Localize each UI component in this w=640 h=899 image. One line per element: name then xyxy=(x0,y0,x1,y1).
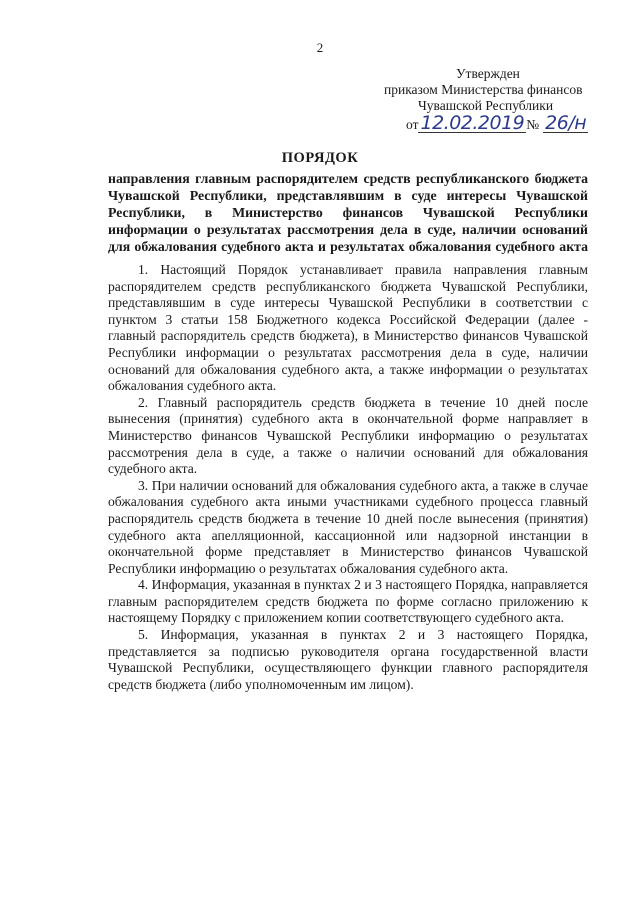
document-subtitle: направления главным распорядителем средств республиканского бюджета Чувашской Республики, представлявшим в суде интересы Чувашской Республики, в Министерство финансов Чувашской Республики информации о результатах рассмотрения дела в суде, наличии оснований для обжалования судебного акта и результатах обжалования судебного акта xyxy=(108,171,588,254)
document-title: ПОРЯДОК xyxy=(281,150,359,166)
date-prefix-label: от xyxy=(406,117,419,132)
paragraph-5: 5. Информация, указанная в пунктах 2 и 3 настоящего Порядка, представляется за подписью руководителя органа государственной власти Чувашской Республики, осуществляющего функции главного распорядителя средств бюджета (либо уполномоченным им лицом). xyxy=(108,627,588,692)
approval-line-republic: Чувашской Республики xyxy=(418,98,554,113)
handwritten-date: 12.02.2019 xyxy=(420,112,525,134)
paragraph-1: 1. Настоящий Порядок устанавливает правила направления главным распорядителем средств республиканского бюджета Чувашской Республики, представлявшим в суде интересы Чувашской Республики в соответствии с пунктом 3 статьи 158 Бюджетного кодекса Российской Федерации (далее - главный распорядитель средств бюджета), в Министерство финансов Чувашской Республики информации о результатах рассмотрения дела в суде, наличии оснований для обжалования судебного акта, а также информации о результатах обжалования судебного акта. xyxy=(108,262,588,394)
paragraph-3: 3. При наличии оснований для обжалования судебного акта, а также в случае обжалования судебного акта иными участниками судебного процесса главный распорядитель средств бюджета в течение 10 дней после вынесения (принятия) судебного акта апелляционной, кассационной или надзорной инстанции в окончательной форме представляет в Министерство финансов Чувашской Республики информацию о результатах обжалования судебного акта. xyxy=(108,477,588,576)
approval-line-order: приказом Министерства финансов xyxy=(384,82,583,97)
approval-date-number-line xyxy=(370,114,620,136)
approval-block xyxy=(370,66,620,136)
document-body xyxy=(108,262,588,693)
number-sign-label: № xyxy=(526,117,540,132)
page-number: 2 xyxy=(316,40,324,55)
handwritten-order-number: 26/н xyxy=(545,112,587,134)
paragraph-2: 2. Главный распорядитель средств бюджета в течение 10 дней после вынесения (принятия) судебного акта в окончательной форме направляет в Министерство финансов Чувашской Республики информацию о результатах рассмотрения дела в суде, а также о наличии оснований для обжалования судебного акта. xyxy=(108,394,588,477)
approval-line-approved: Утвержден xyxy=(456,66,520,81)
paragraph-4: 4. Информация, указанная в пунктах 2 и 3 настоящего Порядка, направляется главным распорядителем средств бюджета по форме согласно приложению к настоящему Порядку с приложением копии соответствующего судебного акта. xyxy=(108,577,588,626)
